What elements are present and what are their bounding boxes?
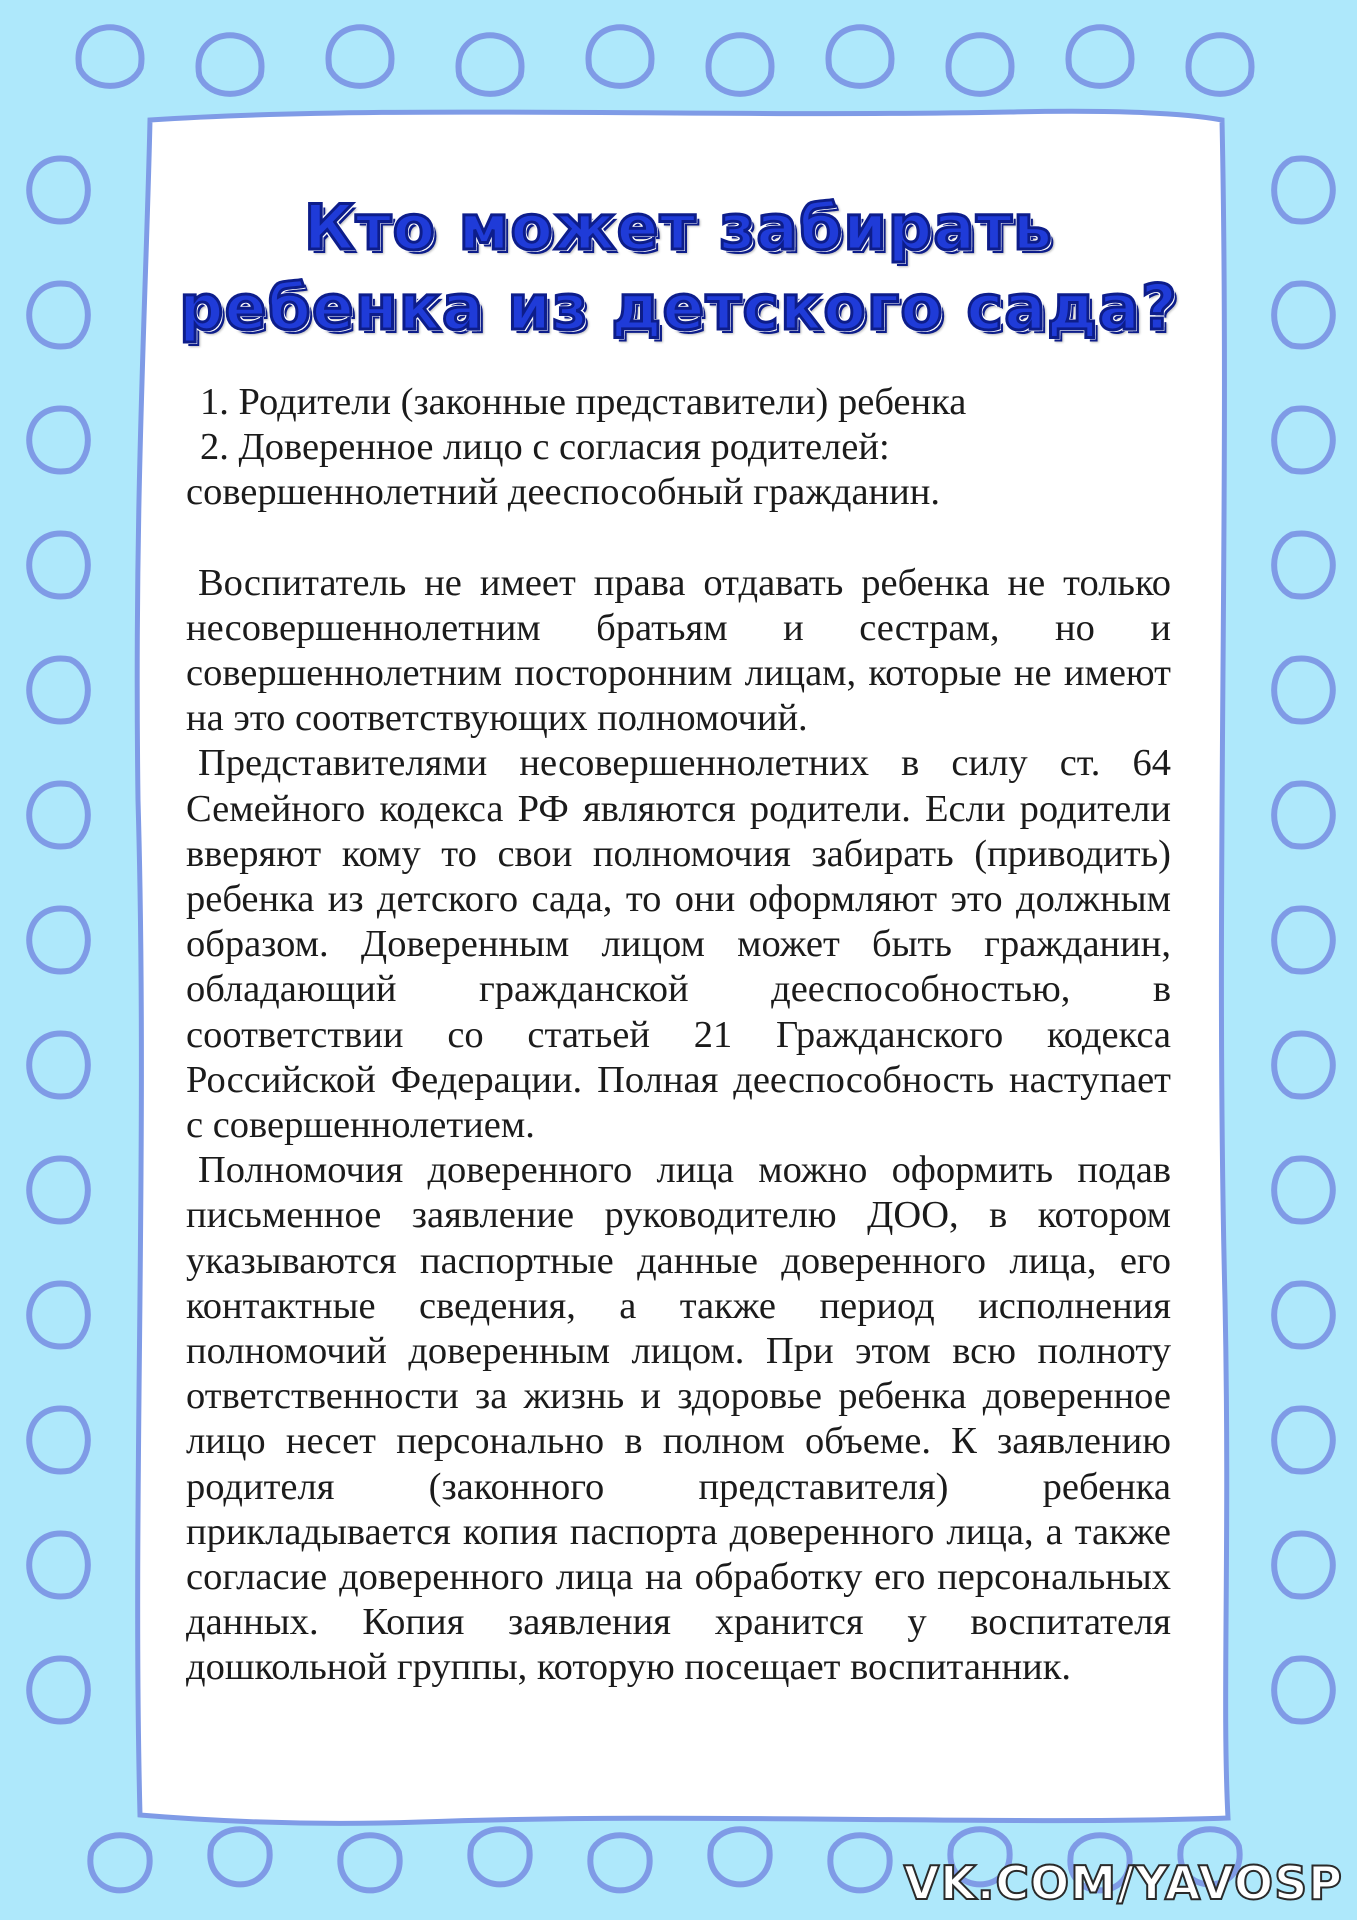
border-loop-left <box>29 534 88 597</box>
border-loop-right <box>1274 1534 1333 1597</box>
border-loop-right <box>1274 909 1333 972</box>
document-body <box>186 380 1171 1691</box>
border-loop-right <box>1274 284 1333 347</box>
border-loop-right <box>1274 1659 1333 1722</box>
border-loop-bottom <box>590 1835 649 1890</box>
list-item-trusted-person: 2. Доверенное лицо с согласия родителей: совершеннолетний дееспособный гражданин. <box>186 426 940 514</box>
paragraph-teacher-rights: Воспитатель не имеет права отдавать ребенка не только несовершеннолетним братьям и сестрам, но и совершеннолетним посторонним лицам, которые не имеют на это соответствующих полномочий. <box>186 561 1171 740</box>
border-loop-left <box>29 909 88 972</box>
paragraph-representatives: Представителями несовершеннолетних в силу ст. 64 Семейного кодекса РФ являются родители. Если родители вверяют кому то свои полномочия забирать (приводить) ребенка из детского сада, то они оформляют это должным образом. Доверенным лицом может быть гражданин, обладающий гражданской дееспособностью, в соответствии со статьей 21 Гражданского кодекса Российской Федерации. Полная дееспособность наступает с совершеннолетием. <box>186 742 1171 1147</box>
title-line-2: ребенка из детского сада? <box>179 271 1178 344</box>
border-loop-top <box>709 35 772 94</box>
border-loop-left <box>29 1159 88 1222</box>
border-loop-bottom <box>340 1835 399 1890</box>
paragraph-authority-procedure: Полномочия доверенного лица можно оформить подав письменное заявление руководителю ДОО, в котором указываются паспортные данные доверенного лица, его контактные сведения, а также период исполнения полномочий доверенным лицом. При этом всю полноту ответственности за жизнь и здоровье ребенка доверенное лицо несет персонально в полном объеме. К заявлению родителя (законного представителя) ребенка прикладывается копия паспорта доверенного лица, а также согласие доверенного лица на обработку его персональных данных. Копия заявления хранится у воспитателя дошкольной группы, которую посещает воспитанник. <box>186 1149 1171 1689</box>
border-loop-right <box>1274 1159 1333 1222</box>
border-loop-bottom <box>830 1835 889 1890</box>
border-loop-left <box>29 1284 88 1347</box>
border-loop-top <box>459 35 522 94</box>
border-loop-left <box>29 409 88 472</box>
border-loop-top <box>1189 35 1252 94</box>
border-loop-top <box>79 27 142 86</box>
border-loop-bottom <box>470 1829 529 1884</box>
paragraph-spacer <box>186 516 1171 561</box>
border-loop-right <box>1274 1034 1333 1097</box>
border-loop-top <box>1069 27 1132 86</box>
border-loop-bottom <box>210 1829 269 1884</box>
border-loop-bottom <box>710 1829 769 1884</box>
border-loop-left <box>29 284 88 347</box>
border-loop-right <box>1274 659 1333 722</box>
border-loop-bottom <box>90 1835 149 1890</box>
border-loop-left <box>29 1409 88 1472</box>
watermark-text: VK.COM/YAVOSP <box>903 1856 1343 1910</box>
border-loop-right <box>1274 409 1333 472</box>
border-loop-left <box>29 1659 88 1722</box>
border-loop-left <box>29 1534 88 1597</box>
border-loop-left <box>29 159 88 222</box>
border-loop-left <box>29 784 88 847</box>
border-loop-top <box>829 27 892 86</box>
border-loop-left <box>29 659 88 722</box>
page-title <box>150 188 1207 348</box>
border-loop-top <box>199 35 262 94</box>
border-loop-top <box>589 27 652 86</box>
border-loop-right <box>1274 159 1333 222</box>
border-loop-right <box>1274 534 1333 597</box>
title-line-1: Кто может забирать <box>303 191 1054 264</box>
border-loop-right <box>1274 1284 1333 1347</box>
border-loop-right <box>1274 1409 1333 1472</box>
border-loop-right <box>1274 784 1333 847</box>
list-item-parents: 1. Родители (законные представители) ребенка <box>200 381 967 423</box>
border-loop-top <box>329 27 392 86</box>
border-loop-left <box>29 1034 88 1097</box>
border-loop-top <box>949 35 1012 94</box>
